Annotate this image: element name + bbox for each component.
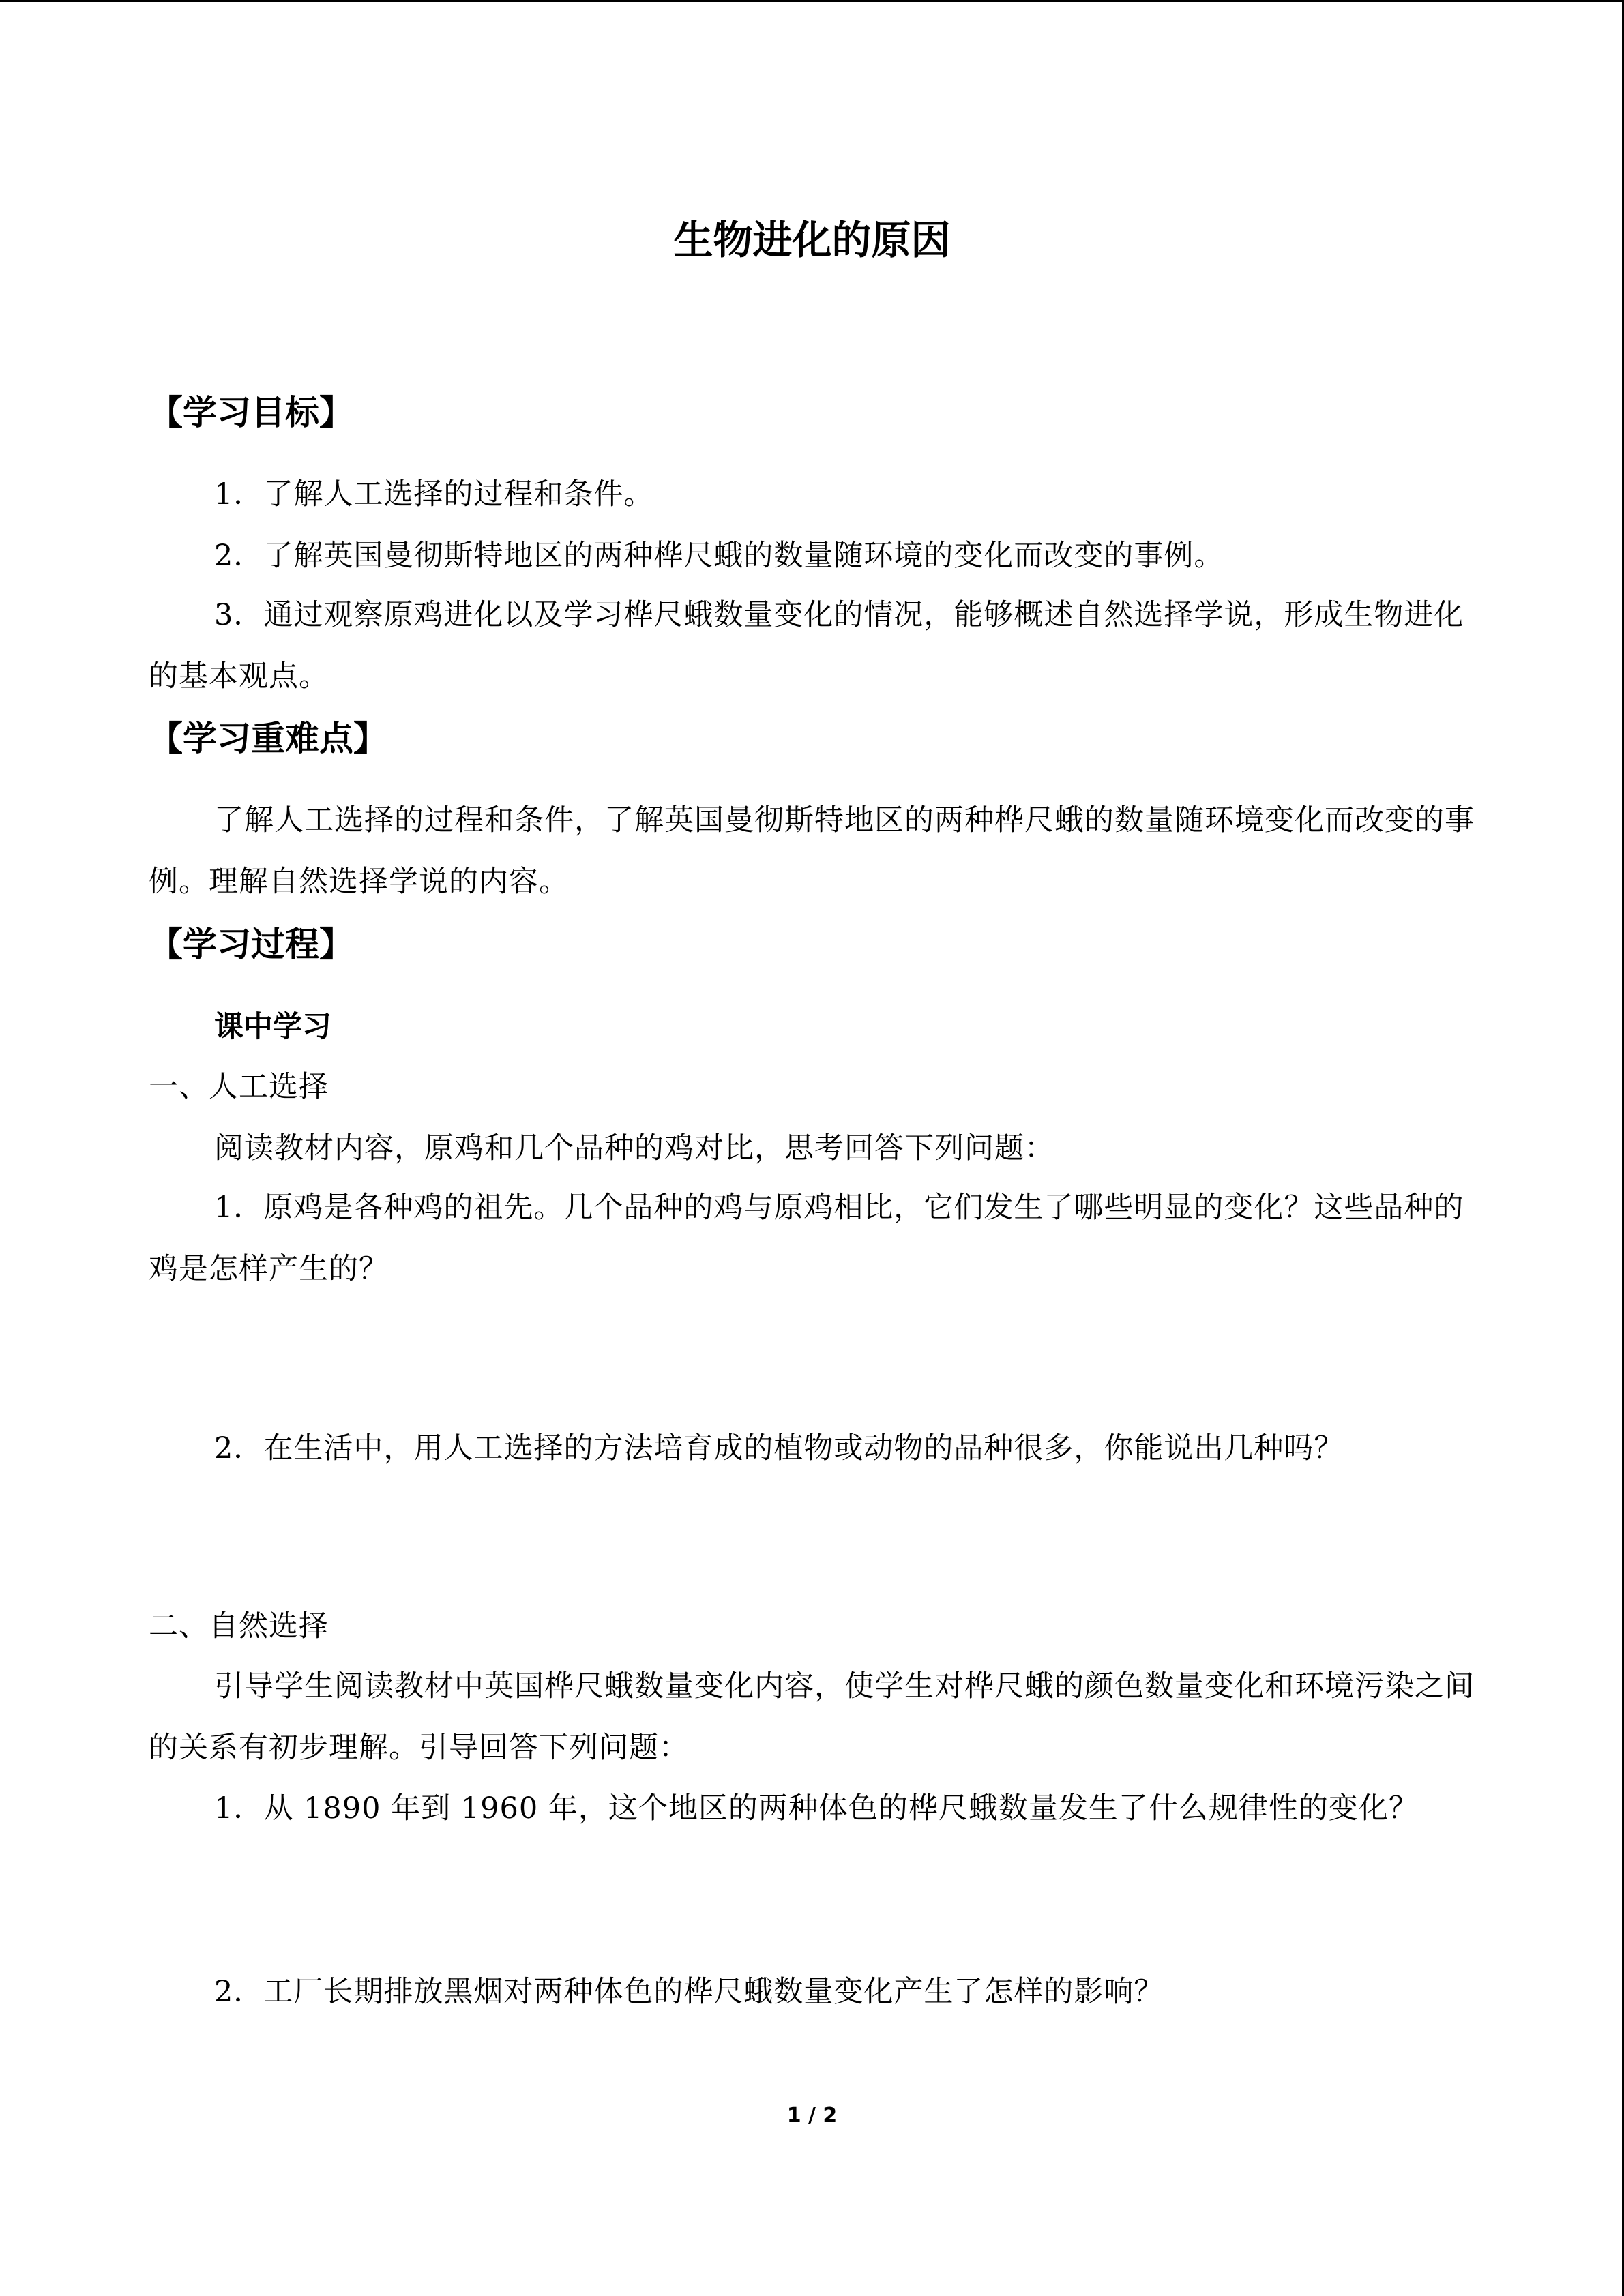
part1-question-1: 1．原鸡是各种鸡的祖先。几个品种的鸡与原鸡相比，它们发生了哪些明显的变化？这些品种的鸡是怎样产生的？: [149, 1191, 1464, 1286]
objective-item-2: 2．了解英国曼彻斯特地区的两种桦尺蛾的数量随环境的变化而改变的事例。: [214, 539, 1224, 573]
objective-item-1: 1．了解人工选择的过程和条件。: [214, 477, 654, 511]
subheading-in-class: 课中学习: [214, 1010, 331, 1044]
part1-intro: 阅读教材内容，原鸡和几个品种的鸡对比，思考回答下列问题：: [214, 1131, 1054, 1165]
part2-question-1: 1．从 1890 年到 1960 年，这个地区的两种体色的桦尺蛾数量发生了什么规律性的变化？: [214, 1791, 1419, 1825]
objective-item-3: 3．通过观察原鸡进化以及学习桦尺蛾数量变化的情况，能够概述自然选择学说，形成生物进化的基本观点。: [149, 598, 1464, 694]
part2-question-2: 2．工厂长期排放黑烟对两种体色的桦尺蛾数量变化产生了怎样的影响？: [214, 1975, 1164, 2009]
section-heading-process: 【学习过程】: [149, 925, 353, 964]
part2-intro: 引导学生阅读教材中英国桦尺蛾数量变化内容，使学生对桦尺蛾的颜色数量变化和环境污染之间的关系有初步理解。引导回答下列问题：: [149, 1669, 1475, 1765]
part-title-artificial-selection: 一、人工选择: [149, 1070, 329, 1104]
page-top-border: [0, 0, 1624, 2]
section-heading-key-points: 【学习重难点】: [149, 719, 387, 758]
part-title-natural-selection: 二、自然选择: [149, 1609, 329, 1643]
section-heading-objectives: 【学习目标】: [149, 393, 353, 432]
key-points-body: 了解人工选择的过程和条件，了解英国曼彻斯特地区的两种桦尺蛾的数量随环境变化而改变的事例。理解自然选择学说的内容。: [149, 803, 1475, 899]
document-title: 生物进化的原因: [673, 217, 951, 263]
page-number: 1 / 2: [786, 2104, 838, 2128]
part1-question-2: 2．在生活中，用人工选择的方法培育成的植物或动物的品种很多，你能说出几种吗？: [214, 1431, 1344, 1465]
